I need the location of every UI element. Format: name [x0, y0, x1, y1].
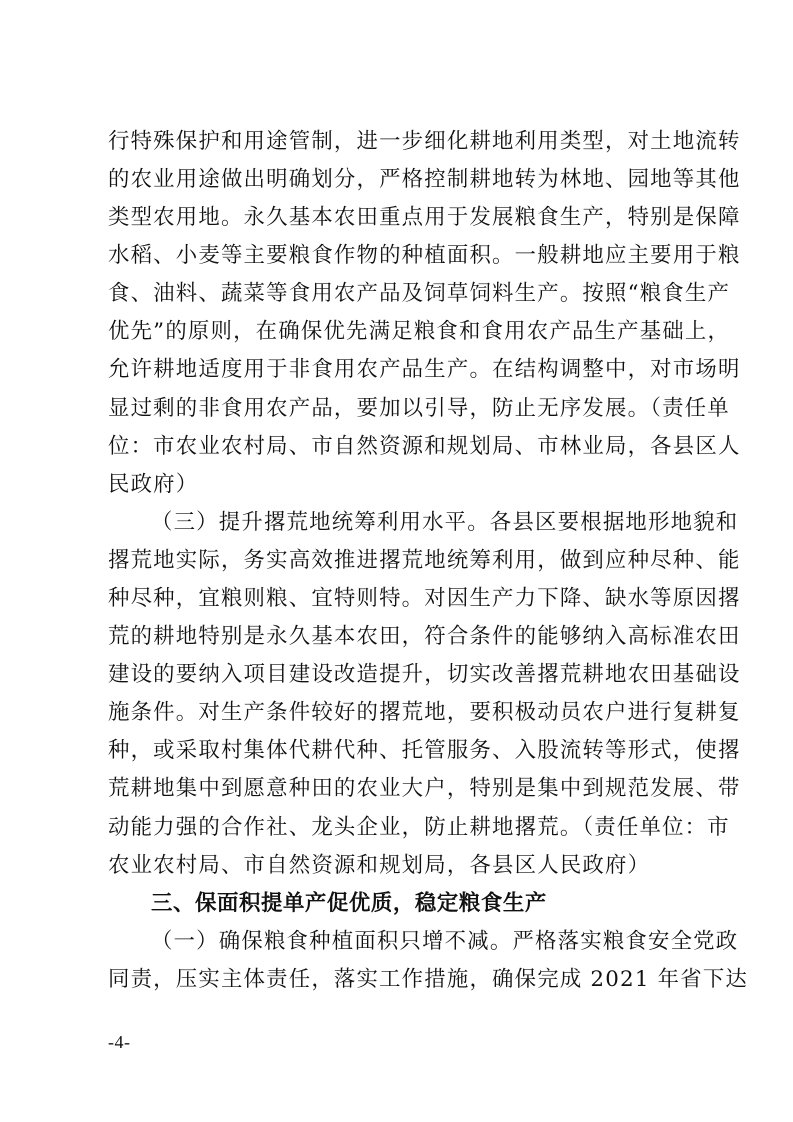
paragraph-line: （三）提升撂荒地统筹利用水平。各县区要根据地形地貌和 [151, 510, 739, 535]
page-number: -4- [108, 1032, 131, 1052]
paragraph-line: 的农业用途做出明确划分，严格控制耕地转为林地、园地等其他 [108, 167, 741, 192]
paragraph-line: （一）确保粮食种植面积只增不减。严格落实粮食安全党政 [151, 929, 739, 954]
paragraph-line: 民政府） [108, 472, 199, 497]
paragraph-line: 荒耕地集中到愿意种田的农业大户，特别是集中到规范发展、带 [108, 776, 741, 801]
paragraph-line: 允许耕地适度用于非食用农产品生产。在结构调整中，对市场明 [108, 357, 741, 382]
paragraph-line: 同责，压实主体责任，落实工作措施，确保完成 2021 年省下达 [108, 967, 749, 992]
paragraph-line: 荒的耕地特别是永久基本农田，符合条件的能够纳入高标准农田 [108, 624, 741, 649]
paragraph-line: 行特殊保护和用途管制，进一步细化耕地利用类型，对土地流转 [108, 129, 741, 154]
paragraph-line: 显过剩的非食用农产品，要加以引导，防止无序发展。（责任单 [108, 396, 730, 421]
section-heading: 三、保面积提单产促优质，稳定粮食生产 [151, 891, 547, 916]
paragraph-line: 食、油料、蔬菜等食用农产品及饲草饲料生产。按照“粮食生产 [108, 281, 731, 306]
paragraph-line: 种，或采取村集体代耕代种、托管服务、入股流转等形式，使撂 [108, 738, 741, 763]
paragraph-line: 位：市农业农村局、市自然资源和规划局、市林业局，各县区人 [108, 434, 741, 459]
paragraph-line: 种尽种，宜粮则粮、宜特则特。对因生产力下降、缺水等原因撂 [108, 586, 741, 611]
paragraph-line: 建设的要纳入项目建设改造提升，切实改善撂荒耕地农田基础设 [108, 662, 741, 687]
paragraph-line: 优先”的原则，在确保优先满足粮食和食用农产品生产基础上， [108, 319, 731, 344]
paragraph-line: 水稻、小麦等主要粮食作物的种植面积。一般耕地应主要用于粮 [108, 243, 741, 268]
paragraph-line: 撂荒地实际，务实高效推进撂荒地统筹利用，做到应种尽种、能 [108, 548, 741, 573]
paragraph-line: 农业农村局、市自然资源和规划局，各县区人民政府） [108, 853, 651, 878]
paragraph-line: 动能力强的合作社、龙头企业，防止耕地撂荒。（责任单位：市 [108, 815, 730, 840]
paragraph-line: 施条件。对生产条件较好的撂荒地，要积极动员农户进行复耕复 [108, 700, 741, 725]
paragraph-line: 类型农用地。永久基本农田重点用于发展粮食生产，特别是保障 [108, 205, 741, 230]
